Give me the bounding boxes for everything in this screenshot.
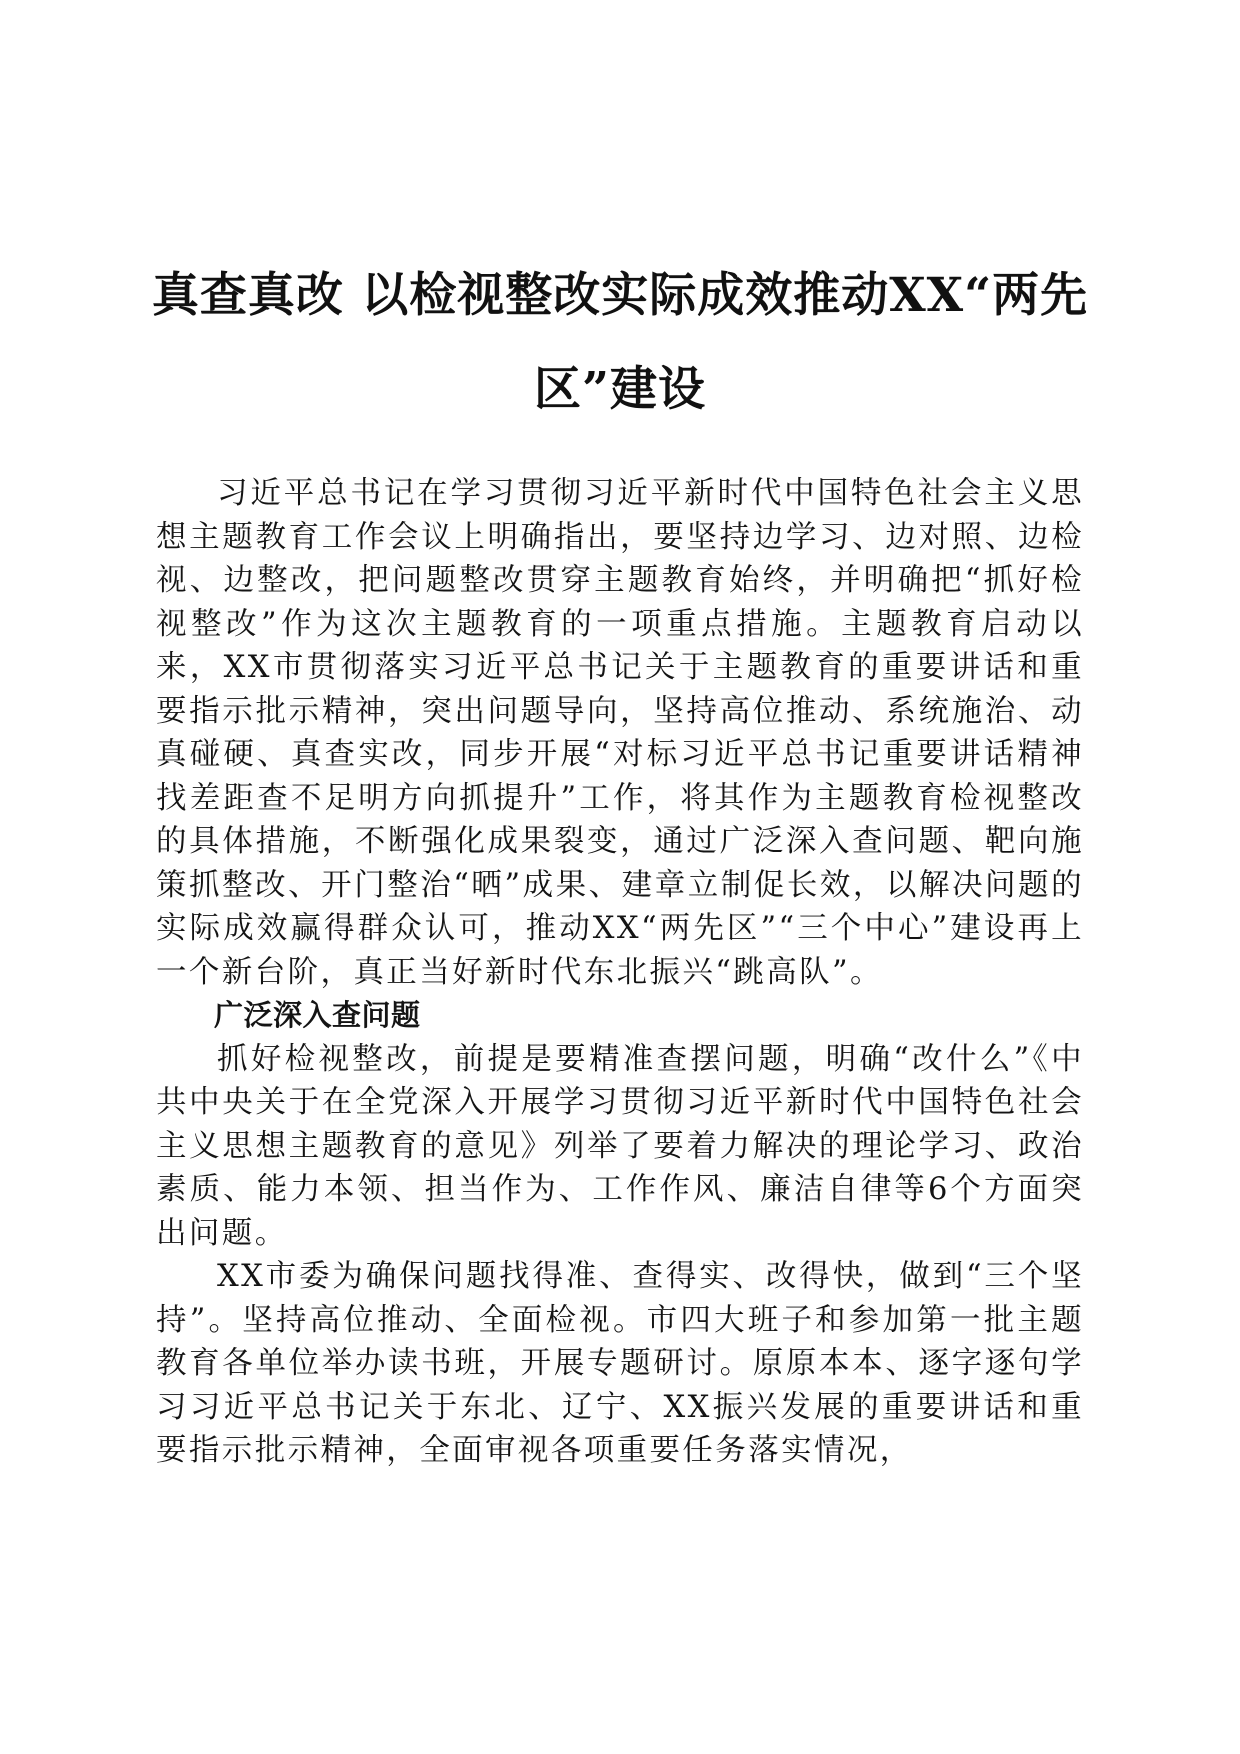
paragraph-intro: 习近平总书记在学习贯彻习近平新时代中国特色社会主义思想主题教育工作会议上明确指出，要坚持边学习、边对照、边检视、边整改，把问题整改贯穿主题教育始终，并明确把“抓好检视整改”作为这次主题教育的一项重点措施。主题教育启动以来，XX市贯彻落实习近平总书记关于主题教育的重要讲话和重要指示批示精神，突出问题导向，坚持高位推动、系统施治、动真碰硬、真查实改，同步开展“对标习近平总书记重要讲话精神找差距查不足明方向抓提升”工作，将其作为主题教育检视整改的具体措施，不断强化成果裂变，通过广泛深入查问题、靶向施策抓整改、开门整治“晒”成果、建章立制促长效，以解决问题的实际成效赢得群众认可，推动XX“两先区”“三个中心”建设再上一个新台阶，真正当好新时代东北振兴“跳高队”。 — [156, 476, 1084, 990]
section-heading: 广泛深入查问题 — [214, 998, 421, 1032]
document-title: 真查真改 以检视整改实际成效推动XX“两先区”建设 — [151, 268, 1089, 418]
paragraph-problem-identification: 抓好检视整改，前提是要精准查摆问题，明确“改什么”《中共中央关于在全党深入开展学习贯彻习近平新时代中国特色社会主义思想主题教育的意见》列举了要着力解决的理论学习、政治素质、能力本领、担当作为、工作作风、廉洁自律等6个方面突出问题。 — [156, 1041, 1084, 1251]
document-body — [156, 472, 1084, 1473]
paragraph-city-committee: XX市委为确保问题找得准、查得实、改得快，做到“三个坚持”。坚持高位推动、全面检视。市四大班子和参加第一批主题教育各单位举办读书班，开展专题研讨。原原本本、逐字逐句学习习近平总书记关于东北、辽宁、XX振兴发展的重要讲话和重要指示批示精神，全面审视各项重要任务落实情况， — [156, 1259, 1084, 1468]
